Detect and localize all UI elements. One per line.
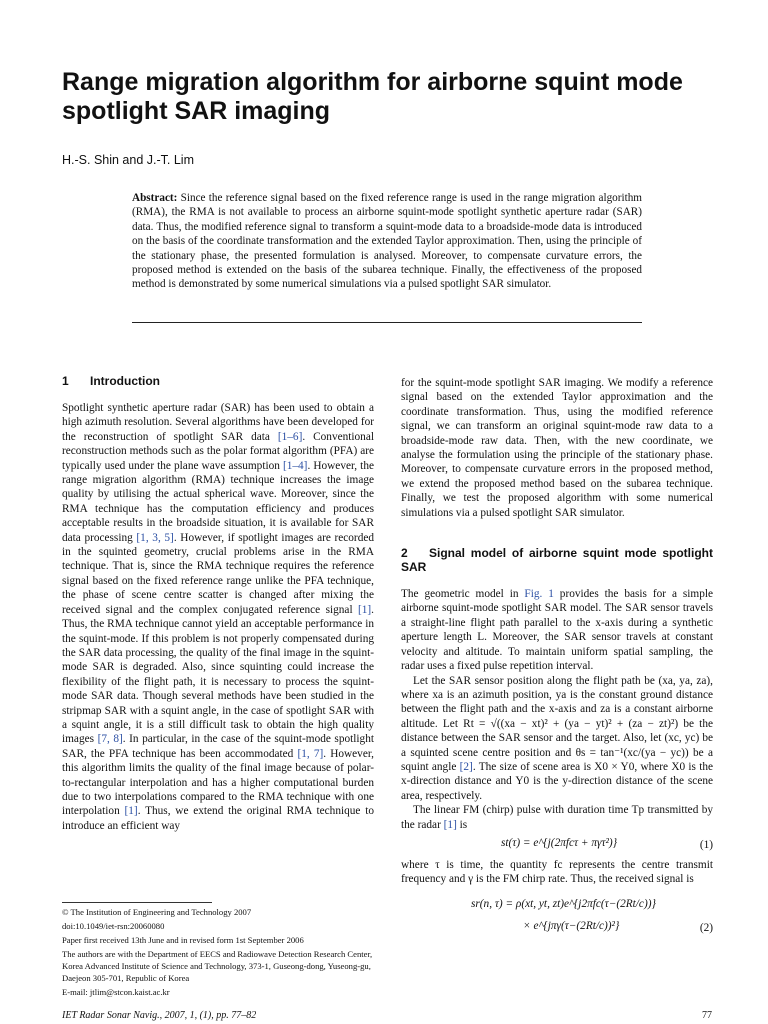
citation-link[interactable]: [1, 7] <box>297 747 324 760</box>
copyright: © The Institution of Engineering and Technology 2007 <box>62 907 252 917</box>
citation-link[interactable]: [1] <box>357 603 372 616</box>
signal-model-paragraph-2: Let the SAR sensor position along the flight path be (xa, ya, za), where xa is an azimuth position, ya is the constant ground distance between the flight path and the x-axis and za is a constant airborne altitude. Let Rt = √((xa − xt)² + (ya − yt)² + (za − zt)²) be the distance between the SAR sensor and the target. Also, let (xc, yc) be a squinted scene centre position and θs = tan⁻¹(xc/(ya − yc)) be a squint angle [2]. The size of scene area is X0 × Y0, where X0 is the x-direction distance and Y0 is the y-direction distance of the scene area, respectively. <box>401 674 713 802</box>
footnote-divider <box>62 902 212 903</box>
equation-number: (2) <box>699 921 713 934</box>
citation-link[interactable]: [1, 3, 5] <box>136 531 174 544</box>
abstract-divider <box>132 322 642 323</box>
abstract <box>132 191 642 292</box>
left-column <box>62 374 374 833</box>
citation-link[interactable]: [1–4] <box>282 459 308 472</box>
figure-link[interactable]: Fig. 1 <box>524 588 554 601</box>
citation-link[interactable]: [1] <box>124 805 138 818</box>
abstract-label: Abstract: <box>132 192 178 204</box>
page-number: 77 <box>702 1010 712 1021</box>
citation-link[interactable]: [2] <box>459 760 473 773</box>
signal-model-paragraph-3: The linear FM (chirp) pulse with duration time Tp transmitted by the radar [1] is <box>401 804 713 831</box>
section-heading-signal-model: 2 Signal model of airborne squint mode spotlight SAR <box>401 546 713 575</box>
email[interactable]: E-mail: jtlim@stcon.kaist.ac.kr <box>62 987 170 997</box>
equation-2-line-2: × e^{jπγ(τ−(2Rt/c))²} (2) <box>523 919 713 934</box>
received-date: Paper first received 13th June and in revised form 1st September 2006 <box>62 935 304 945</box>
abstract-text: Since the reference signal based on the fixed reference range is used in the range migration algorithm (RMA), the RMA is not available to process an airborne squint-mode spotlight synthetic aperture radar (SAR) data. Thus, the modified reference signal to transform a squint-mode data to a broadside-mode data is introduced on the basis of the coordinate transformation and the extended Taylor approximation. Then, using the principle of the stationary phase, the presented formulation is analysed. Moreover, to compensate curvature errors, the proposed method is extended on the basis of the subarea technique. Finally, the effectiveness of the proposed method is demonstrated by some numerical simulations via a pulsed spotlight SAR simulator. <box>132 192 643 291</box>
doi[interactable]: doi:10.1049/iet-rsn:20060080 <box>62 921 165 931</box>
intro-continued-paragraph: for the squint-mode spotlight SAR imaging. We modify a reference signal based on the extended Taylor approximation and the coordinate transformation. Thus, using the modified reference signal, we can transform an original squint-mode raw data to a broadside-mode raw data. Then, with the new coordinate, we analyse the formulation using the principle of the stationary phase. Moreover, to compensate curvature errors in the proposed method, we extend the proposed method based on the subarea technique. Finally, we test the proposed algorithm with some numerical simulations via a pulsed spotlight SAR simulator. <box>401 377 713 519</box>
authors: H.-S. Shin and J.-T. Lim <box>62 153 194 167</box>
paper-title: Range migration algorithm for airborne squint mode spotlight SAR imaging <box>62 68 683 125</box>
section-heading-introduction: 1 Introduction <box>62 374 160 388</box>
equation-number: (1) <box>699 838 713 851</box>
equation-1: st(τ) = e^{j(2πfcτ + πγτ²)} (1) <box>501 836 713 851</box>
footnotes <box>62 906 374 1000</box>
equation-2: sr(n, τ) = ρ(xt, yt, zt)e^{j2πfc(τ−(2Rt/c))} <box>471 897 656 910</box>
signal-model-paragraph-4: where τ is time, the quantity fc represents the centre transmit frequency and γ is the FM chirp rate. Thus, the received signal is <box>401 858 713 886</box>
affiliation: The authors are with the Department of EECS and Radiowave Detection Research Center, Korea Advanced Institute of Science and Technology, 373-1, Guseong-dong, Yuseong-gu, Daejeon 305-701, Republic of Korea <box>62 949 373 983</box>
citation-link[interactable]: [1–6] <box>277 430 303 443</box>
intro-paragraph: Spotlight synthetic aperture radar (SAR) has been used to obtain a high azimuth resolution. Several algorithms have been developed for the reconstruction of spotlight SAR data [1–6]. Conventional reconstruction methods such as the polar format algorithm (PFA) are typically used under the plane wave assumption [1–4]. However, the range migration algorithm (RMA) technique increases the image quality by utilising the actual spherical wave. Moreover, since the RMA technique has the computation efficiency and produces acceptable results in the broadside situation, it is available for SAR data processing [1, 3, 5]. However, if spotlight images are recorded in the squinted geometry, crucial problems arise in the RMA technique. That is, since the RMA technique requires the reference signal based on the fixed reference range unlike the PFA technique, the phase of scene centre scatter is changed after mixing the received signal and the complex conjugated reference signal [1]. Thus, the RMA technique cannot yield an acceptable performance in the squint-mode. If this problem is not properly compensated during the SAR data processing, the quality of the final image in the squint-mode SAR is degraded. Also, since squinting could increase the flexibility of the flight path, it is necessary to process the squint-mode SAR data. Though several methods have been studied in the stripmap SAR with a squint angle, in the case of spotlight SAR with a squint angle, it is a still difficult task to obtain the high quality images [7, 8]. In particular, in the case of the squint-mode spotlight SAR, the PFA technique has been accommodated [1, 7]. However, this algorithm limits the quality of the final image because of polar-to-rectangular interpolation and has a higher computational burden due to two interpolations compared to the RMA technique with one interpolation [1]. Thus, we extend the original RMA technique to introduce an efficient way <box>62 402 375 832</box>
signal-model-paragraph-1: The geometric model in Fig. 1 provides the basis for a simple airborne squint-mode spotlight SAR model. The SAR sensor travels a straight-line flight path parallel to the x-axis during a synthetic aperture length L. Moreover, the SAR sensor travels at constant velocity and altitude. To maintain uniform spatial sampling, the radar uses a fixed pulse repetition interval. <box>401 588 713 673</box>
citation-link[interactable]: [7, 8] <box>97 733 123 746</box>
right-column <box>401 376 713 935</box>
journal-reference: IET Radar Sonar Navig., 2007, 1, (1), pp. 77–82 <box>62 1010 257 1021</box>
citation-link[interactable]: [1] <box>443 818 457 831</box>
